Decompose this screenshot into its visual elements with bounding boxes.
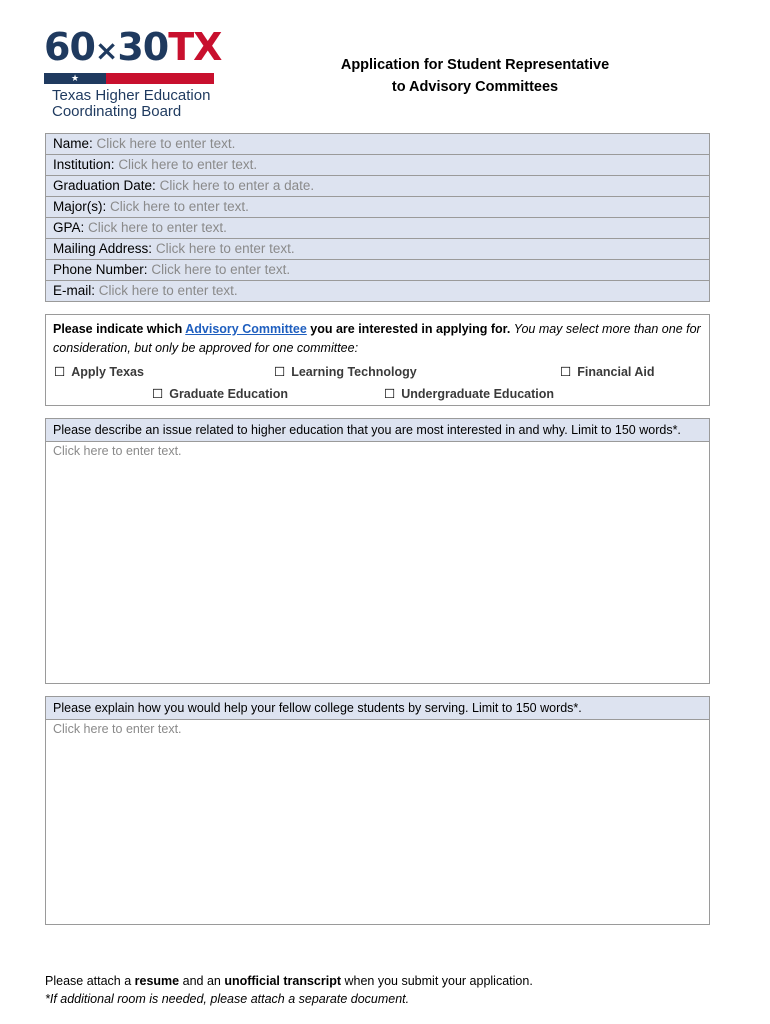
essay-issue-input[interactable]: Click here to enter text.	[53, 444, 182, 458]
attachment-note: Please attach a resume and an unofficial transcript when you submit your application.	[45, 974, 533, 988]
page-title: Application for Student Representative to Advisory Committees	[340, 57, 610, 95]
field-institution[interactable]: Institution: Click here to enter text.	[46, 154, 709, 175]
essay-service-input[interactable]: Click here to enter text.	[53, 722, 182, 736]
logo-subtitle: Texas Higher Education Coordinating Board	[52, 87, 211, 120]
thecb-logo	[44, 25, 222, 120]
essay-issue-prompt: Please describe an issue related to higher education that you are most interested in and why. Limit to 150 words*.	[46, 419, 709, 442]
essay-issue	[45, 418, 710, 684]
checkbox-icon[interactable]: ☐	[54, 365, 66, 379]
field-graduation-date[interactable]: Graduation Date: Click here to enter a date.	[46, 175, 709, 196]
field-mailing-address[interactable]: Mailing Address: Click here to enter text.	[46, 238, 709, 259]
field-phone-number[interactable]: Phone Number: Click here to enter text.	[46, 259, 709, 280]
committee-prompt: Please indicate which Advisory Committee you are interested in applying for. You may select more than one for consideration, but only be approved for one committee:	[53, 322, 701, 355]
additional-room-note: *If additional room is needed, please attach a separate document.	[45, 992, 410, 1006]
field-email[interactable]: E-mail: Click here to enter text.	[46, 280, 709, 301]
star-icon: ★	[44, 73, 106, 84]
checkbox-icon[interactable]: ☐	[384, 387, 396, 401]
footer-instructions	[45, 972, 533, 1008]
essay-service	[45, 696, 710, 925]
checkbox-apply-texas[interactable]: ☐ Apply Texas	[54, 365, 144, 379]
checkbox-icon[interactable]: ☐	[560, 365, 572, 379]
essay-service-prompt: Please explain how you would help your fellow college students by serving. Limit to 150 words*.	[46, 697, 709, 720]
field-majors[interactable]: Major(s): Click here to enter text.	[46, 196, 709, 217]
applicant-info-table	[45, 133, 710, 302]
logo-wordmark: 60×30TX	[44, 25, 222, 69]
checkbox-icon[interactable]: ☐	[274, 365, 286, 379]
checkbox-financial-aid[interactable]: ☐ Financial Aid	[560, 365, 655, 379]
logo-flag-bar	[44, 73, 214, 84]
advisory-committee-link[interactable]: Advisory Committee	[185, 322, 307, 336]
checkbox-learning-technology[interactable]: ☐ Learning Technology	[274, 365, 417, 379]
checkbox-undergraduate-education[interactable]: ☐ Undergraduate Education	[384, 387, 555, 401]
checkbox-graduate-education[interactable]: ☐ Graduate Education	[152, 387, 288, 401]
committee-selection	[45, 314, 710, 406]
checkbox-icon[interactable]: ☐	[152, 387, 164, 401]
field-name[interactable]: Name: Click here to enter text.	[46, 134, 709, 154]
field-gpa[interactable]: GPA: Click here to enter text.	[46, 217, 709, 238]
